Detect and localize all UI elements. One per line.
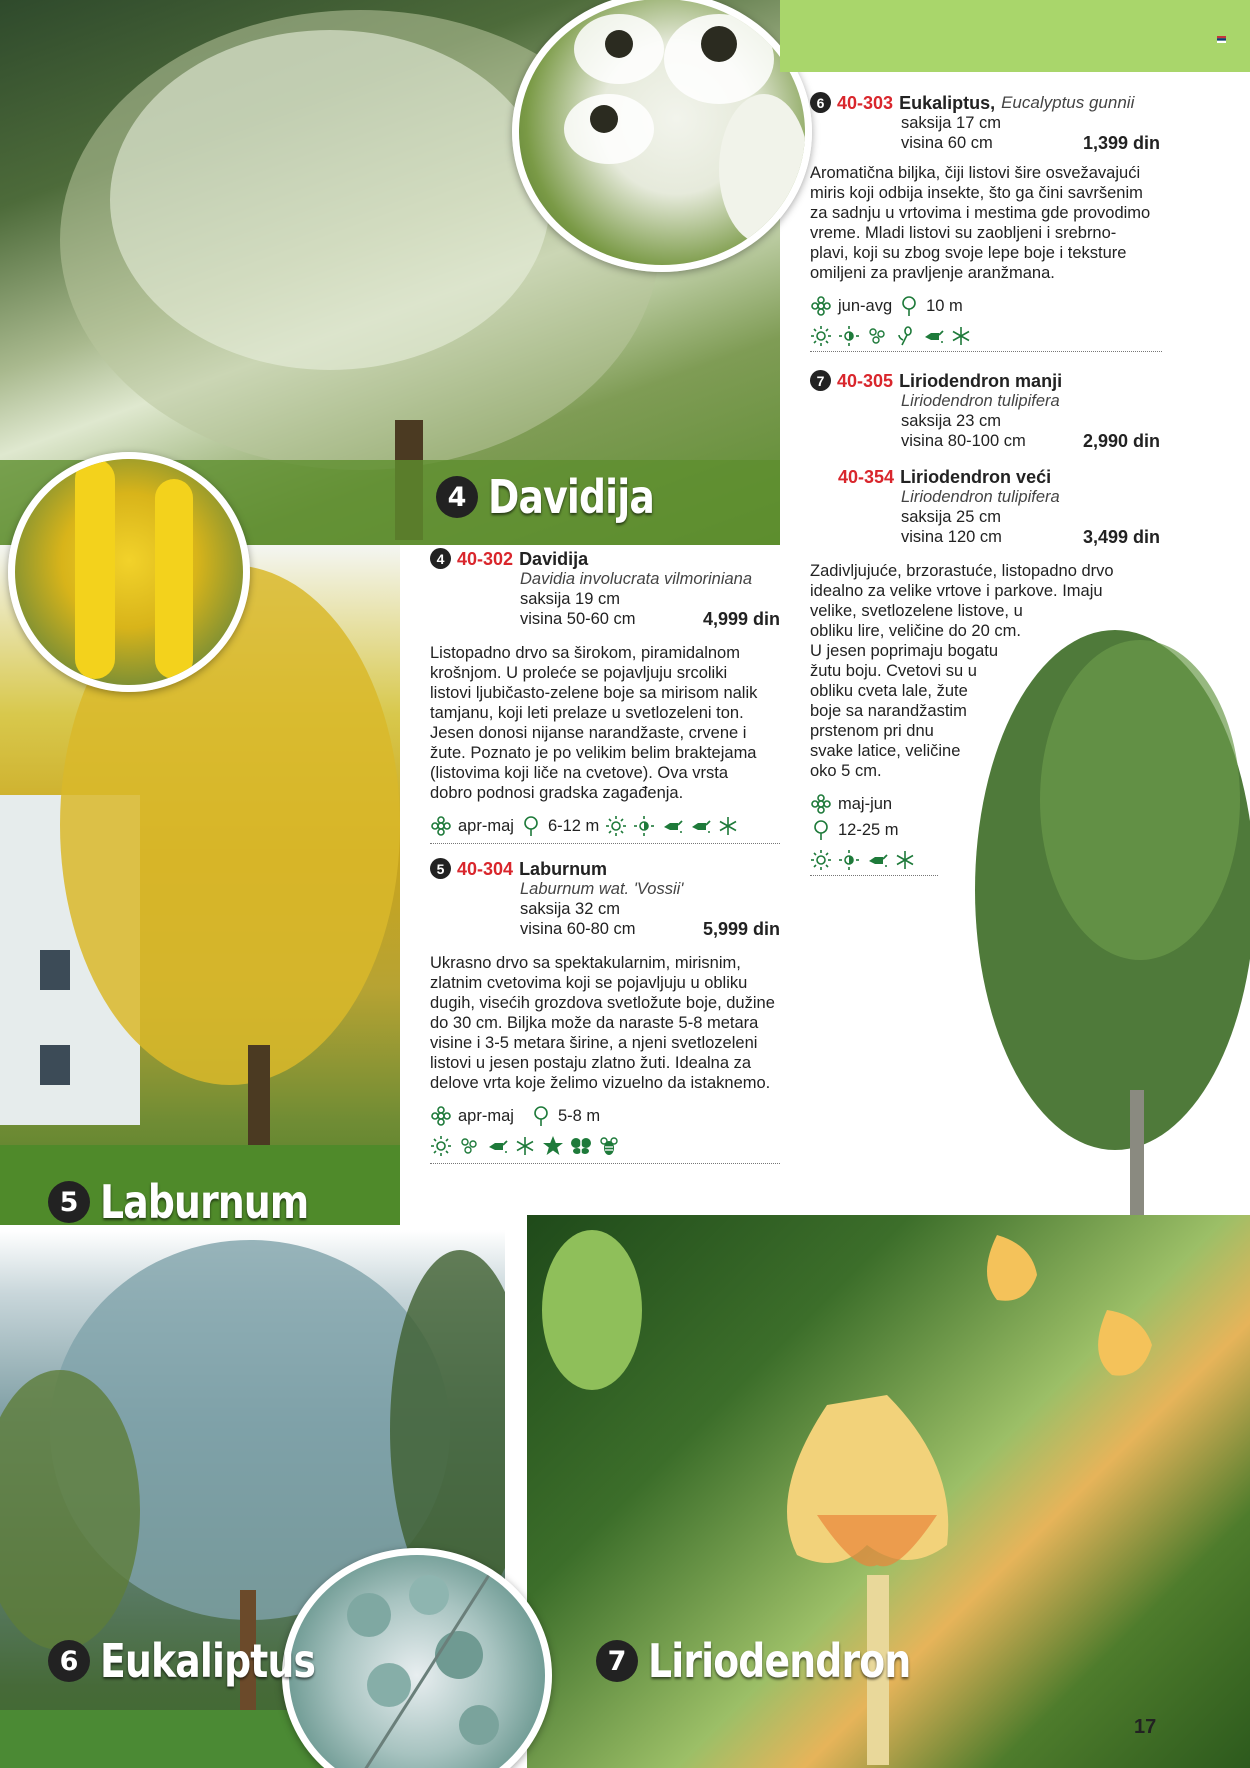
product-variant-header [810, 467, 1160, 487]
description-line: Jesen donosi nijanse narandžaste, crvene i [430, 724, 747, 742]
product-laburnum [430, 858, 780, 1164]
description-line: žutu boju. Cvetovi su u [810, 662, 977, 680]
photo-label-liriodendron [596, 1634, 968, 1688]
product-code: 40-303 [837, 92, 894, 113]
flower-icon [810, 295, 832, 317]
description-line: (listovima koji liče na cvetove). Ova vrsta [430, 764, 729, 782]
sun-icon [810, 325, 832, 347]
description-line: dugih, visećih grozdova svetložute boje, dužine [430, 994, 775, 1012]
product-number-badge: 4 [430, 548, 451, 569]
bloom-period: maj-jun [838, 795, 893, 813]
flag-icon [1217, 36, 1226, 43]
description-line: listovi u jesen postaju zlatno žuti. Idealna za [430, 1054, 752, 1072]
product-price: 2,990 din [1082, 431, 1160, 451]
bloom-period: apr-maj [458, 817, 514, 835]
description-line: dobro podnosi gradska zagađenja. [430, 784, 684, 802]
product-care-icons [810, 849, 938, 876]
description-line: oko 5 cm. [810, 762, 882, 780]
flower-icon [430, 1105, 452, 1127]
watering-can-icon [661, 815, 683, 837]
frost-hardy-icon [950, 325, 972, 347]
description-line: plavi, koji su zbog svoje lepe boje i teksture [810, 244, 1127, 262]
product-price: 4,999 din [702, 609, 780, 629]
watering-can-icon [866, 849, 888, 871]
product-latin-name: Liriodendron tulipifera [901, 488, 1060, 506]
flower-icon [810, 793, 832, 815]
product-care-icons [810, 325, 1162, 352]
product-pot-size: saksija 19 cm [520, 590, 620, 608]
product-latin-name: Davidia involucrata vilmoriniana [520, 570, 753, 588]
product-latin-name: Eucalyptus gunnii [1001, 92, 1135, 112]
product-liriodendron [810, 370, 1160, 876]
davidija-flower-inset [512, 0, 812, 272]
product-pot-size: saksija 25 cm [901, 508, 1001, 526]
description-line: boje sa narandžastim [810, 702, 967, 720]
description-line: listovi ljubičasto-zelene boje sa mirisom nalik [430, 684, 758, 702]
description-line: obliku cveta lale, žute [810, 682, 968, 700]
description-line: Aromatična biljka, čiji listovi šire osvežavajući [810, 164, 1141, 182]
product-eukaliptus [810, 92, 1160, 352]
product-name: Davidija [519, 548, 589, 569]
description-line: svake latice, veličine [810, 742, 961, 760]
description-line: Zadivljujuće, brzorastuće, listopadno drvo [810, 562, 1114, 580]
description-line: za sadnju u vrtovima i mestima gde provodimo [810, 204, 1151, 222]
bee-icon [598, 1135, 620, 1157]
description-line: žute. Poznato je po velikim belim braktejama [430, 744, 757, 762]
product-davidija [430, 548, 780, 844]
product-number-badge: 5 [430, 858, 451, 879]
product-height: visina 50-60 cm [520, 610, 636, 628]
page-number: 17 [1134, 1716, 1157, 1738]
product-height: visina 60 cm [901, 134, 993, 152]
watering-can-icon [689, 815, 711, 837]
product-pot-size: saksija 17 cm [901, 114, 1001, 132]
product-pot-size: saksija 23 cm [901, 412, 1001, 430]
product-height: visina 120 cm [901, 528, 1002, 546]
product-description [430, 643, 780, 803]
frost-hardy-icon [514, 1135, 536, 1157]
description-line: tamjanu, koji leti prelaze u svetlozeleni ton. [430, 704, 744, 722]
plant-size: 10 m [926, 297, 963, 315]
description-line: idealno za velike vrtove i parkove. Imaju [810, 582, 1103, 600]
description-line: vreme. Mladi listovi su zaobljeni i srebrno- [810, 224, 1117, 242]
tree-height-icon [530, 1105, 552, 1127]
product-bloom-row [810, 793, 1160, 815]
flower-icon [430, 815, 452, 837]
half-sun-icon [838, 849, 860, 871]
description-line: delove vrta koje želimo vizuelno da istaknemo. [430, 1074, 771, 1092]
description-line: krošnjom. U proleće se pojavljuju srcoliki [430, 664, 728, 682]
star-icon [542, 1135, 564, 1157]
description-line: omiljeni za pravljenje aranžmana. [810, 264, 1055, 282]
product-price: 5,999 din [702, 919, 780, 939]
description-line: prstenom pri dnu [810, 722, 934, 740]
photo-label-number: 5 [48, 1181, 90, 1223]
tree-height-icon [520, 815, 542, 837]
photo-label-number: 4 [436, 476, 478, 518]
product-code: 40-302 [457, 548, 514, 569]
cut-flower-icon [894, 325, 916, 347]
product-number-badge: 6 [810, 92, 831, 113]
photo-label-name: Laburnum [100, 1175, 309, 1229]
watering-can-icon [486, 1135, 508, 1157]
product-code: 40-354 [838, 467, 895, 487]
product-bloom-row [810, 295, 1160, 317]
plant-size: 6-12 m [547, 817, 600, 835]
plant-size: 12-25 m [838, 821, 899, 839]
product-number-badge: 7 [810, 370, 831, 391]
product-name: Eukaliptus, [899, 92, 996, 113]
plant-size: 5-8 m [557, 1107, 601, 1125]
photo-label-number: 7 [596, 1640, 638, 1682]
product-care-icons [605, 815, 739, 837]
frost-hardy-icon [717, 815, 739, 837]
photo-label-name: Eukaliptus [100, 1634, 316, 1688]
product-height: visina 60-80 cm [520, 920, 636, 938]
description-line: zlatnim cvetovima koji se pojavljuju u obliku [430, 974, 748, 992]
sun-icon [810, 849, 832, 871]
frost-hardy-icon [894, 849, 916, 871]
photo-label-davidija [436, 470, 690, 524]
bloom-period: jun-avg [838, 297, 893, 315]
bloom-period: apr-maj [458, 1107, 514, 1125]
product-care-icons [430, 1135, 780, 1164]
product-name: Liriodendron veći [900, 467, 1052, 487]
product-code: 40-305 [837, 370, 894, 391]
photo-label-number: 6 [48, 1640, 90, 1682]
description-line: U jesen poprimaju bogatu [810, 642, 999, 660]
product-price: 1,399 din [1082, 133, 1160, 153]
product-header [430, 548, 780, 569]
tree-height-icon [810, 819, 832, 841]
half-sun-icon [633, 815, 655, 837]
butterfly-icon [570, 1135, 592, 1157]
product-bloom-row [430, 815, 780, 844]
product-code: 40-304 [457, 858, 514, 879]
product-description [430, 953, 780, 1093]
description-line: miris koji odbija insekte, što ga čini savršenim [810, 184, 1143, 202]
header-accent-band [780, 0, 1250, 72]
product-bloom-row [430, 1105, 780, 1127]
product-description [810, 163, 1160, 283]
description-line: obliku lire, veličine do 20 cm. [810, 622, 1021, 640]
product-price: 3,499 din [1082, 527, 1160, 547]
product-latin-name: Laburnum wat. 'Vossii' [520, 880, 684, 898]
product-height: visina 80-100 cm [901, 432, 1026, 450]
product-size-row [810, 819, 1160, 841]
photo-label-eukaliptus [48, 1634, 362, 1688]
product-latin-name: Liriodendron tulipifera [901, 392, 1060, 410]
flowers-icon [458, 1135, 480, 1157]
photo-label-laburnum [48, 1175, 354, 1229]
product-name: Laburnum [519, 858, 608, 879]
description-line: Listopadno drvo sa širokom, piramidalnom [430, 644, 740, 662]
flowers-icon [866, 325, 888, 347]
product-header [810, 92, 1160, 113]
sun-icon [605, 815, 627, 837]
watering-can-icon [922, 325, 944, 347]
sun-icon [430, 1135, 452, 1157]
photo-label-name: Davidija [488, 470, 655, 524]
product-header [430, 858, 780, 879]
laburnum-flower-inset [8, 452, 250, 692]
tree-height-icon [898, 295, 920, 317]
product-name: Liriodendron manji [899, 370, 1063, 391]
description-line: Ukrasno drvo sa spektakularnim, mirisnim, [430, 954, 741, 972]
description-line: visine i 3-5 metara širine, a njeni svetlozeleni [430, 1034, 758, 1052]
half-sun-icon [838, 325, 860, 347]
description-line: velike, svetlozelene listove, u [810, 602, 1023, 620]
photo-label-name: Liriodendron [648, 1634, 911, 1688]
product-header [810, 370, 1160, 391]
description-line: do 30 cm. Biljka može da naraste 5-8 metara [430, 1014, 759, 1032]
product-pot-size: saksija 32 cm [520, 900, 620, 918]
product-description [810, 561, 1160, 781]
